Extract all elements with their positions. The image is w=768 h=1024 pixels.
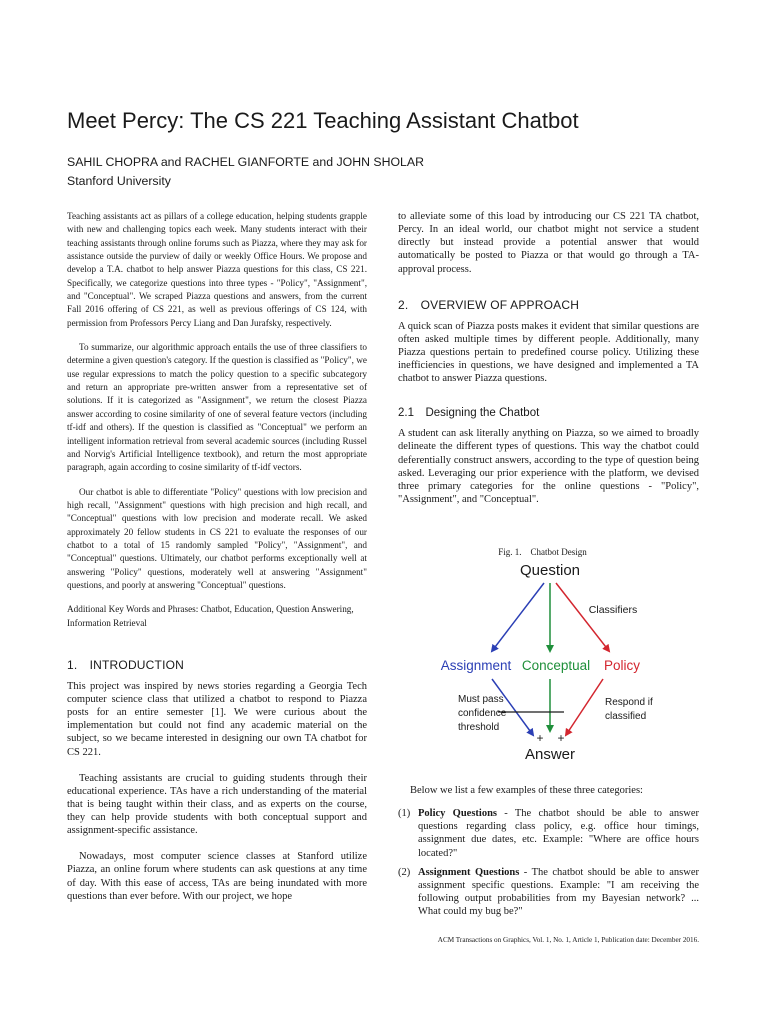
- abstract-paragraph-1: Teaching assistants act as pillars of a college education, helping students grapple with new and challenging topics each week. Many students interact with their teaching assistants through online forums such as Piazza, where they may ask for assistance outside the purview of daily or weekly Office Hours. We propose and develop a T.A. chatbot to help answer Piazza questions for this class, CS 221. Specifically, we categorize questions into three types - "Policy", "Assignment", and "Conceptual". We scraped Piazza questions and answers, from the current Fall 2016 offering of CS 221, as well as previous offerings of CS 124, with permission from Professors Percy Liang and Dan Jurafsky, respectively.: [67, 211, 367, 328]
- arrow-to-policy: [556, 583, 609, 651]
- label-classifiers: Classifiers: [588, 604, 638, 616]
- abstract-paragraph-3: Our chatbot is able to differentiate "Policy" questions with low precision and high recall, "Assignment" questions with high precision and high recall, and "Conceptual" questions with low precision and moderate recall. We asked approximately 20 fellow students in CS 221 to evaluate the responses of our chatbot to a total of 15 randomly sampled "Policy", "Assignment", and "Conceptual" questions. Ultimately, our chatbot performs exceptionally well at answering "Policy" questions, moderately well at answering "Assignment" questions, and poorly at answering "Conceptual" questions.: [67, 486, 367, 590]
- label-must-pass-line-3: threshold: [458, 722, 500, 733]
- list-item-number: (2): [398, 866, 411, 878]
- abstract-paragraph-2: To summarize, our algorithmic approach entails the use of three classifiers to determine a given question's category. If the question is classified as "Policy", we use regular expressions to match the policy question to a specific subcategory and return an appropriate pre-written answer from a representative set of solutions. If it is categorized as "Assignment", we return the closest Piazza answer according to cosine similarity of one of several feature vectors (including tf-idf and others). If the question is classified as "Conceptual" we perform an intelligent information retrieval from several academic sources (including Russel and Norvig's Artificial Intelligence textbook), and return the most appropriate paragraph, again according to cosine similarity of tf-idf vectors.: [67, 342, 367, 473]
- overview-paragraph: A quick scan of Piazza posts makes it evident that similar questions are often asked multiple times by different people. Additionally, many Piazza questions pertain to predefined course policy. Utilizing these inefficiencies in questions, we have designed and implemented a TA chatbot to answer Piazza questions.: [398, 320, 699, 385]
- plus-sign-right: +: [557, 731, 565, 745]
- plus-sign-left: +: [536, 731, 544, 745]
- author-block: [67, 153, 707, 191]
- node-assignment: Assignment: [440, 658, 512, 673]
- label-must-pass-line-2: confidence: [458, 708, 507, 719]
- node-answer: Answer: [524, 746, 576, 762]
- intro-continuation-paragraph: to alleviate some of this load by introducing our CS 221 TA chatbot, Percy. In an ideal world, our chatbot might not service a student directly but instead provide a potential answer that would automatically be posted to Piazza or that would go through a TA-approval process.: [398, 211, 699, 275]
- subsection-heading-designing: 2.1 Designing the Chatbot: [398, 407, 540, 420]
- node-question: Question: [519, 562, 581, 579]
- section-heading-overview: 2. OVERVIEW OF APPROACH: [398, 297, 580, 312]
- right-column: [398, 210, 699, 924]
- node-conceptual: Conceptual: [521, 658, 591, 673]
- intro-continuation: [398, 210, 699, 276]
- label-respond-line-1: Respond if: [605, 697, 653, 708]
- left-column: [67, 210, 367, 916]
- label-must-pass-line-1: Must pass: [458, 694, 504, 705]
- arrow-policy-to-answer: [566, 679, 603, 735]
- list-item-title: Policy Questions: [418, 808, 498, 820]
- examples-section: [398, 784, 699, 918]
- list-item-text: - The chatbot should be able to answer assignment specific questions. Example: "I am receiving the following output probabilities from my Bayesian network? ... What could my bug be?": [418, 866, 699, 917]
- intro-paragraph-1: This project was inspired by news stories regarding a Georgia Tech computer science class that utilized a chatbot to respond to Piazza posts for an entire semester [1]. We were curious about the implementation but could not find any academic material on the subject, so we became interested in designing our own TA chatbot for CS 221.: [67, 680, 367, 758]
- designing-body: [398, 427, 699, 506]
- list-item-text: - The chatbot should be able to answer questions regarding class policy, e.g. office hour timings, assignment due dates, etc. Example: "Where are office hours located?": [418, 808, 699, 859]
- chatbot-design-figure: [398, 557, 699, 762]
- list-item: [398, 807, 699, 860]
- node-policy: Policy: [603, 658, 641, 673]
- label-respond-line-2: classified: [605, 711, 647, 722]
- arrow-to-assignment: [492, 583, 544, 651]
- overview-body: [398, 320, 699, 386]
- abstract: [67, 210, 367, 592]
- intro-paragraph-2: Teaching assistants are crucial to guiding students through their educational experience. TAs have a rich understanding of the material that is being taught within their class, and as experts on the course, they can help provide students with both conceptual support and assignment-specific assistance.: [67, 772, 367, 837]
- examples-lead: Below we list a few examples of these three categories:: [410, 785, 643, 796]
- authors: SAHIL CHOPRA and RACHEL GIANFORTE and JOHN SHOLAR: [67, 155, 424, 169]
- list-item-title: Assignment Questions: [418, 866, 520, 878]
- paper-title: Meet Percy: The CS 221 Teaching Assistant Chatbot: [67, 108, 579, 133]
- list-item-number: (1): [398, 808, 411, 820]
- introduction-body: [67, 680, 367, 903]
- list-item: [398, 866, 699, 919]
- figure-caption: Fig. 1. Chatbot Design: [498, 547, 587, 557]
- page-footer: ACM Transactions on Graphics, Vol. 1, No. 1, Article 1, Publication date: December 2016.: [437, 936, 699, 944]
- section-heading-introduction: 1. INTRODUCTION: [67, 657, 184, 672]
- affiliation: Stanford University: [67, 174, 171, 189]
- designing-paragraph: A student can ask literally anything on Piazza, so we aimed to broadly delineate the different types of questions. This way the chatbot could deferentially construct answers, according to the type of question being asked. Leveraging our prior experience with the platform, we devised three primary categories for the online questions - "Policy", "Assignment", and "Conceptual".: [398, 428, 699, 505]
- intro-paragraph-3: Nowadays, most computer science classes at Stanford utilize Piazza, an online forum where students can ask questions at any time of day. With this ease of access, TAs are being inundated with more questions than ever before. With our project, we hope: [67, 851, 367, 902]
- keywords: Additional Key Words and Phrases: Chatbot, Education, Question Answering, Information Retrieval: [67, 604, 354, 628]
